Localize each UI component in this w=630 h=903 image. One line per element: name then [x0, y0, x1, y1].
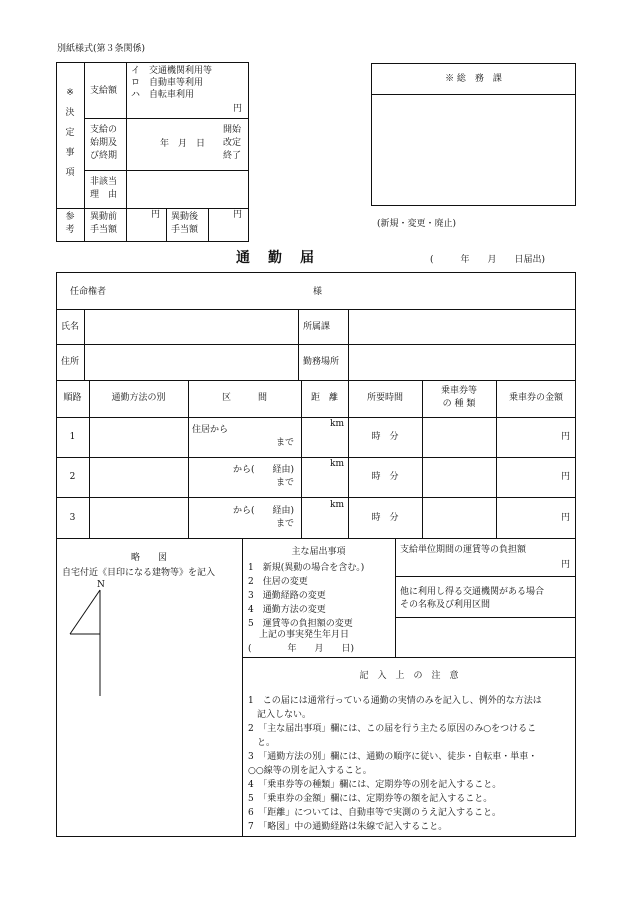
row-time: 時 分: [371, 472, 399, 482]
notes-title: 記 入 上 の 注 意: [359, 671, 459, 681]
north-label: N: [97, 580, 105, 590]
row-km: km: [330, 459, 344, 469]
pay-yen: 円: [233, 104, 243, 114]
reason-item-3[interactable]: 3 通勤経路の変更: [248, 591, 326, 601]
ref-label-2: 考: [65, 225, 75, 235]
row-to: まで: [275, 519, 294, 529]
name-field[interactable]: [86, 311, 296, 342]
address-field[interactable]: [86, 346, 296, 378]
name-label: 氏名: [61, 322, 80, 332]
header-ticket-type-1: 乗車券等: [440, 386, 477, 396]
row-to: まで: [275, 478, 294, 488]
header-ticket-type-2: の 種 類: [442, 399, 476, 409]
period-date: 年 月 日: [160, 139, 206, 149]
row-number: 2: [69, 472, 76, 482]
ineligible-label-1: 非該当: [90, 177, 118, 187]
period-kind-start: 開始: [223, 125, 242, 135]
fare-burden-yen: 円: [561, 560, 571, 570]
reason-item-2[interactable]: 2 住居の変更: [248, 577, 308, 587]
row-km: km: [330, 500, 344, 510]
note-line: 6 「距離」については、自動車等で実測のうえ記入すること。: [248, 808, 502, 818]
filing-date: ( 年 月 日届出): [430, 255, 546, 265]
row-km: km: [330, 419, 344, 429]
ineligible-label-2: 理 由: [90, 190, 118, 200]
before-label-1: 異動前: [90, 212, 118, 222]
header-time: 所要時間: [366, 393, 403, 403]
row-from: 住居から: [192, 425, 229, 435]
row-number: 3: [69, 513, 76, 523]
map-title: 略 図: [130, 553, 167, 563]
row-number: 1: [69, 432, 76, 442]
before-yen: 円: [151, 210, 161, 220]
other-transport-label-1: 他に利用し得る交通機関がある場合: [400, 587, 545, 597]
note-line: と。: [248, 738, 276, 748]
north-arrow-icon: [66, 588, 106, 700]
note-line: ○○線等の別を記入すること。: [248, 766, 372, 776]
ref-label-1: 参: [65, 212, 75, 222]
after-yen: 円: [233, 210, 243, 220]
general-affairs-title: ※ 総 務 課: [445, 74, 502, 84]
note-line: 4 「乗車券等の種類」欄には、定期券等の別を記入すること。: [248, 780, 502, 790]
period-kind-revise: 改定: [223, 138, 242, 148]
pay-option-a: イ 交通機関利用等: [131, 66, 213, 76]
form-title: 通 勤 届: [236, 250, 316, 266]
period-kind-end: 終了: [223, 151, 242, 161]
reason-item-5[interactable]: 5 運賃等の負担額の変更: [248, 619, 353, 629]
workplace-label: 勤務場所: [303, 357, 340, 367]
row-yen: 円: [560, 432, 570, 442]
reason-item-1[interactable]: 1 新規(異動の場合を含む。): [248, 563, 365, 573]
row-from: から( 経由): [232, 465, 294, 475]
other-transport-field[interactable]: [397, 619, 574, 655]
note-line: 3 「通勤方法の別」欄には、通勤の順序に従い、徒歩・自転車・単車・: [248, 752, 538, 762]
header-method: 通勤方法の別: [111, 393, 166, 403]
pay-option-c: ハ 自転車利用: [131, 90, 195, 100]
row-yen: 円: [560, 513, 570, 523]
department-field[interactable]: [350, 311, 574, 342]
row-from: から( 経由): [232, 506, 294, 516]
period-label-3: び終期: [90, 151, 118, 161]
row-time: 時 分: [371, 432, 399, 442]
reason-item-4[interactable]: 4 通勤方法の変更: [248, 605, 326, 615]
address-label: 住所: [61, 357, 80, 367]
note-line: 1 この届には通常行っている通勤の実情のみを記入し、例外的な方法は: [248, 696, 542, 706]
appointer-label: 任命権者: [70, 287, 107, 297]
header-section: 区 間: [221, 393, 267, 403]
note-line: 7 「略図」中の通勤経路は朱線で記入すること。: [248, 822, 448, 832]
after-label-1: 異動後: [171, 212, 199, 222]
map-note: 自宅付近《目印になる建物等》を記入: [62, 568, 216, 578]
period-label-2: 始期及: [90, 138, 118, 148]
period-label-1: 支給の: [90, 125, 118, 135]
reason-date-label: 上記の事実発生年月日: [259, 630, 350, 640]
note-line: 記入しない。: [248, 710, 312, 720]
row-time: 時 分: [371, 513, 399, 523]
other-transport-label-2: その名称及び利用区間: [400, 600, 491, 610]
after-label-2: 手当額: [171, 225, 199, 235]
fare-burden-label: 支給単位期間の運賃等の負担額: [400, 545, 527, 555]
map-drawing-area[interactable]: [108, 582, 238, 832]
reasons-title: 主な届出事項: [291, 547, 346, 557]
note-line: 2 「主な届出事項」欄には、この届を行う主たる原因のみ○をつけるこ: [248, 724, 537, 734]
department-label: 所属課: [303, 322, 331, 332]
row-yen: 円: [560, 472, 570, 482]
header-ticket-price: 乗車券の金額: [508, 393, 563, 403]
reason-date-value: ( 年 月 日): [248, 644, 355, 654]
workplace-field[interactable]: [350, 346, 574, 378]
appointer-honorific: 様: [313, 287, 323, 297]
type-note: (新規・変更・廃止): [377, 219, 457, 229]
header-distance: 距 離: [310, 393, 338, 403]
form-reference: 別紙様式(第３条関係): [57, 44, 146, 54]
pay-amount-label: 支給額: [90, 86, 118, 96]
row-to: まで: [275, 438, 294, 448]
pay-option-b: ロ 自動車等利用: [131, 78, 204, 88]
header-order: 順路: [63, 393, 82, 403]
before-label-2: 手当額: [90, 225, 118, 235]
note-line: 5 「乗車券の金額」欄には、定期券等の額を記入すること。: [248, 794, 493, 804]
